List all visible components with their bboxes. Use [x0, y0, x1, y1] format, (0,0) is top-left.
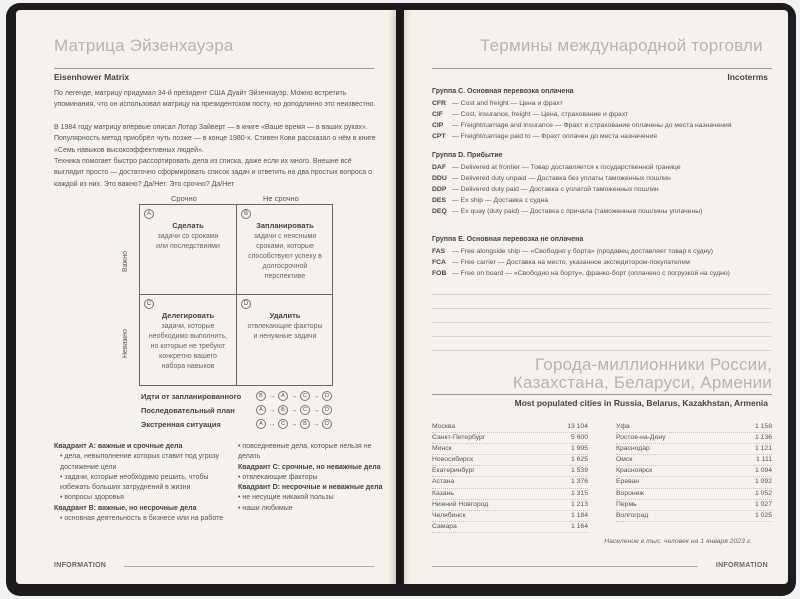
city-pop: 1 158	[754, 423, 772, 430]
footer-rule	[124, 566, 374, 567]
arrow-right-icon: →	[290, 392, 298, 400]
page-title: Матрица Эйзенхауэра	[54, 36, 234, 55]
paragraph: Техника помогает быстро рассортировать дела из списка, даже если их много. Внешне всё выглядит просто — достаточно сформировать список задач и ответить на два простых вопроса о каждой из них. Это важно? Да/Нет. Это срочно? Да/Нет	[54, 158, 373, 188]
sequence-label: Экстренная ситуация	[141, 420, 221, 429]
list-item	[432, 444, 588, 455]
city-name: Минск	[432, 445, 452, 453]
sequence-label: Последовательный план	[141, 406, 235, 415]
city-name: Екатеринбург	[432, 467, 475, 475]
city-pop: 1 376	[570, 478, 588, 486]
quadrant-a	[140, 205, 236, 294]
city-pop: 13 104	[567, 423, 588, 430]
matrix-row-important: Важно	[122, 250, 129, 272]
city-pop: 1 213	[570, 500, 588, 508]
term-code: CPT	[432, 133, 446, 140]
term-text: — Delivered duty unpaid — Доставка без уплаты таможенных пошлин	[452, 175, 671, 182]
city-name: Москва	[432, 423, 456, 430]
page-footer: INFORMATION	[715, 562, 768, 569]
term-text: — Ex quay (duty paid) — Доставка с причала (таможенные пошлины уплачены)	[452, 208, 703, 215]
city-pop: 5 600	[570, 434, 588, 442]
list-item	[432, 433, 588, 444]
quadrant-b-heading: Квадрант B: важные, но несрочные дела	[54, 504, 197, 512]
sequence-step: A	[256, 419, 266, 429]
term-code: DAF	[432, 164, 446, 171]
sequence-label: Идти от запланированного	[141, 392, 242, 401]
term-code: CIF	[432, 111, 443, 118]
title-rule	[432, 68, 772, 69]
term-row	[432, 186, 659, 193]
list-item	[616, 466, 772, 477]
term-code: DEQ	[432, 208, 447, 215]
cities-title: Города-миллионники России, Казахстана, Беларуси, Армении	[512, 355, 772, 392]
ruled-line	[432, 294, 772, 295]
ruled-line	[432, 350, 772, 351]
sequence-step: D	[322, 405, 332, 415]
list-item	[616, 489, 772, 500]
sequence-step: D	[322, 391, 332, 401]
term-row	[432, 175, 671, 182]
term-text: — Free on board — «Свободно на борту», франко-борт (оплачено с погрузкой на судно)	[452, 270, 730, 277]
term-text: — Free carrier — Доставка на место, указанное экспедитором-покупателем	[452, 259, 690, 266]
sequence-step: D	[322, 419, 332, 429]
list-item	[432, 466, 588, 477]
arrow-right-icon: →	[290, 406, 298, 414]
term-row	[432, 259, 690, 266]
quadrant-letter: A	[144, 209, 154, 219]
list-item	[432, 522, 588, 533]
page-subtitle: Incoterms	[727, 72, 768, 82]
title-rule	[54, 68, 374, 69]
page-title: Термины международной торговли	[480, 36, 763, 55]
term-text: — Freight/carriage and insurance — Фрахт и страхование оплачены до места назначения	[452, 122, 732, 129]
list-item	[616, 477, 772, 488]
right-page	[404, 10, 788, 584]
quadrant-desc: задачи, которые необходимо выполнить, но которые не требуют конкретно вашего набора навыков	[148, 323, 228, 370]
term-code: CFR	[432, 100, 446, 107]
term-row	[432, 270, 730, 277]
term-text: — Freight/carriage paid to — Фрахт оплачен до места назначения	[452, 133, 657, 140]
list-item: • дела, невыполнение которых ставит под угрозу достижение цели	[54, 452, 226, 473]
term-row	[432, 133, 657, 140]
quadrant-letter: D	[241, 299, 251, 309]
arrow-right-icon: →	[312, 420, 320, 428]
paragraph: По легенде, матрицу придумал 34-й президент США Дуайт Эйзенхауэр. Можно встретить упоминания, что он использовал матрицу на президентском посту, но доподлинно это неизвестно.	[54, 90, 376, 109]
arrow-right-icon: →	[290, 420, 298, 428]
quadrant-c	[140, 295, 236, 384]
city-name: Красноярск	[616, 467, 653, 475]
sequence-step: C	[300, 405, 310, 415]
list-item: • наши любимые	[238, 504, 388, 514]
city-name: Новосибирск	[432, 456, 474, 464]
term-row	[432, 197, 548, 204]
quadrant-d-heading: Квадрант D: несрочные и неважные дела	[238, 484, 383, 492]
eisenhower-matrix	[139, 204, 333, 386]
term-code: FCA	[432, 259, 446, 266]
page-subtitle: Eisenhower Matrix	[54, 72, 130, 82]
term-code: FOB	[432, 270, 447, 277]
page-footer: INFORMATION	[54, 562, 107, 569]
city-pop: 1 539	[570, 467, 588, 475]
list-item	[616, 422, 772, 433]
list-item: • повседневные дела, которые нельзя не делать	[238, 442, 388, 463]
city-name: Краснодар	[616, 445, 650, 453]
city-pop: 1 164	[570, 522, 588, 530]
cities-subtitle: Most populated cities in Russia, Belarus, Kazakhstan, Armenia	[514, 398, 768, 408]
term-code: DDP	[432, 186, 447, 193]
term-text: — Free alongside ship — «Свободно у борта» (продавец доставляет товар к судну)	[452, 248, 713, 255]
city-name: Волгоград	[616, 511, 649, 519]
sequence-chain	[256, 419, 332, 429]
term-row	[432, 100, 563, 107]
matrix-col-not-urgent: Не срочно	[263, 194, 299, 203]
quadrant-letter: C	[144, 299, 154, 309]
city-pop: 1 121	[754, 445, 772, 453]
city-pop: 1 625	[570, 456, 588, 464]
term-text: — Delivered at frontier — Товар доставляется к государственной границе	[452, 164, 681, 171]
spine-shadow	[388, 10, 412, 584]
ruled-line	[432, 336, 772, 337]
quadrant-letter: B	[241, 209, 251, 219]
city-pop: 1 027	[754, 500, 772, 508]
list-item	[616, 500, 772, 511]
sequence-chain	[256, 391, 332, 401]
paragraph: В 1984 году матрицу впервые описал Лотар Зайверт — в книге «Ваше время — в ваших руках». Популярность метод приобрёл чуть позже — в конце 1980-х. Стивен Кови рассказал о нём в книге «Семь навыков высокоэффективных людей».	[54, 124, 376, 154]
city-pop: 1 995	[570, 445, 588, 453]
list-item	[432, 511, 588, 522]
group-heading: Группа E. Основная перевозка не оплачена	[432, 236, 584, 243]
sequence-step: C	[278, 419, 288, 429]
list-item	[432, 500, 588, 511]
list-item: • основная деятельность в бизнесе или на работе	[54, 514, 226, 524]
list-item: • отвлекающие факторы	[238, 473, 388, 483]
group-heading: Группа C. Основная перевозка оплачена	[432, 88, 574, 95]
list-item	[432, 489, 588, 500]
quadrant-title: Удалить	[269, 311, 301, 320]
left-page	[16, 10, 396, 584]
list-item	[616, 455, 772, 466]
term-row	[432, 164, 681, 171]
city-name: Пермь	[616, 500, 637, 508]
sequence-chain	[256, 405, 332, 415]
quadrant-c-heading: Квадрант C: срочные, но неважные дела	[238, 463, 381, 471]
ruled-line	[432, 308, 772, 309]
matrix-col-urgent: Срочно	[171, 194, 197, 203]
quadrant-list-right	[238, 442, 388, 514]
list-item: • не несущие никакой пользы	[238, 493, 388, 503]
cities-list-left	[432, 422, 588, 533]
city-pop: 1 025	[754, 511, 772, 519]
list-item	[616, 511, 772, 522]
title-rule	[432, 394, 772, 395]
list-item	[432, 422, 588, 433]
city-name: Уфа	[616, 423, 630, 430]
city-pop: 1 315	[570, 489, 588, 497]
quadrant-desc: задачи со сроками или последствиями	[156, 233, 220, 250]
quadrant-title: Запланировать	[256, 221, 314, 230]
sequence-step: B	[256, 391, 266, 401]
city-name: Ереван	[616, 478, 640, 486]
quadrant-desc: отвлекающие факторы и ненужные задачи	[247, 323, 323, 340]
list-item	[432, 455, 588, 466]
city-name: Самара	[432, 522, 457, 530]
city-name: Астана	[432, 478, 455, 486]
term-code: DES	[432, 197, 446, 204]
list-item	[432, 477, 588, 488]
ruled-line	[432, 322, 772, 323]
list-item: • задачи, которые необходимо решить, чтобы избежать больших затруднений в жизни	[54, 473, 226, 494]
term-code: CIP	[432, 122, 444, 129]
quadrant-d	[237, 295, 333, 384]
list-item	[616, 433, 772, 444]
term-text: — Ex ship — Доставка с судна	[452, 197, 548, 204]
cities-list-right	[616, 422, 772, 522]
arrow-right-icon: →	[268, 420, 276, 428]
arrow-right-icon: →	[312, 406, 320, 414]
list-item: • вопросы здоровья	[54, 493, 226, 503]
city-pop: 1 092	[754, 478, 772, 486]
city-name: Омск	[616, 456, 633, 464]
term-text: — Cost, insurance, freight — Цена, страхование и фрахт	[452, 111, 629, 118]
sequence-step: B	[278, 405, 288, 415]
arrow-right-icon: →	[268, 406, 276, 414]
matrix-row-not-important: Неважно	[122, 329, 129, 358]
city-pop: 1 184	[570, 511, 588, 519]
sequence-step: A	[278, 391, 288, 401]
city-name: Санкт-Петербург	[432, 434, 486, 442]
term-row	[432, 122, 732, 129]
city-name: Нижний Новгород	[432, 500, 489, 508]
term-code: FAS	[432, 248, 446, 255]
term-row	[432, 208, 702, 215]
quadrant-a-heading: Квадрант A: важные и срочные дела	[54, 443, 183, 450]
group-heading: Группа D. Прибытие	[432, 152, 503, 159]
arrow-right-icon: →	[312, 392, 320, 400]
quadrant-b	[237, 205, 333, 294]
list-item	[616, 444, 772, 455]
city-pop: 1 052	[754, 489, 772, 497]
term-row	[432, 248, 713, 255]
sequence-step: C	[300, 391, 310, 401]
quadrant-title: Делегировать	[161, 311, 215, 320]
city-name: Воронеж	[616, 489, 644, 497]
city-name: Ростов-на-Дону	[616, 434, 666, 442]
city-name: Челябинск	[432, 511, 466, 519]
city-name: Казань	[432, 489, 454, 497]
sequence-step: B	[300, 419, 310, 429]
term-text: — Cost and freight — Цена и фрахт	[452, 100, 563, 107]
city-pop: 1 111	[756, 456, 772, 464]
city-pop: 1 094	[754, 467, 772, 475]
term-row	[432, 111, 628, 118]
term-text: — Delivered duty paid — Доставка с уплатой таможенных пошлин	[452, 186, 659, 193]
sequence-step: A	[256, 405, 266, 415]
quadrant-list-left	[54, 442, 226, 524]
arrow-right-icon: →	[268, 392, 276, 400]
footer-rule	[432, 566, 698, 567]
term-code: DDU	[432, 175, 447, 182]
city-pop: 1 136	[754, 434, 772, 442]
quadrant-title: Сделать	[172, 221, 204, 230]
population-note: Население в тыс. человек на 1 января 2023 г.	[604, 538, 752, 545]
quadrant-desc: задачи с неясными сроками, которые способствуют успеху в долгосрочной перспективе	[248, 233, 322, 280]
